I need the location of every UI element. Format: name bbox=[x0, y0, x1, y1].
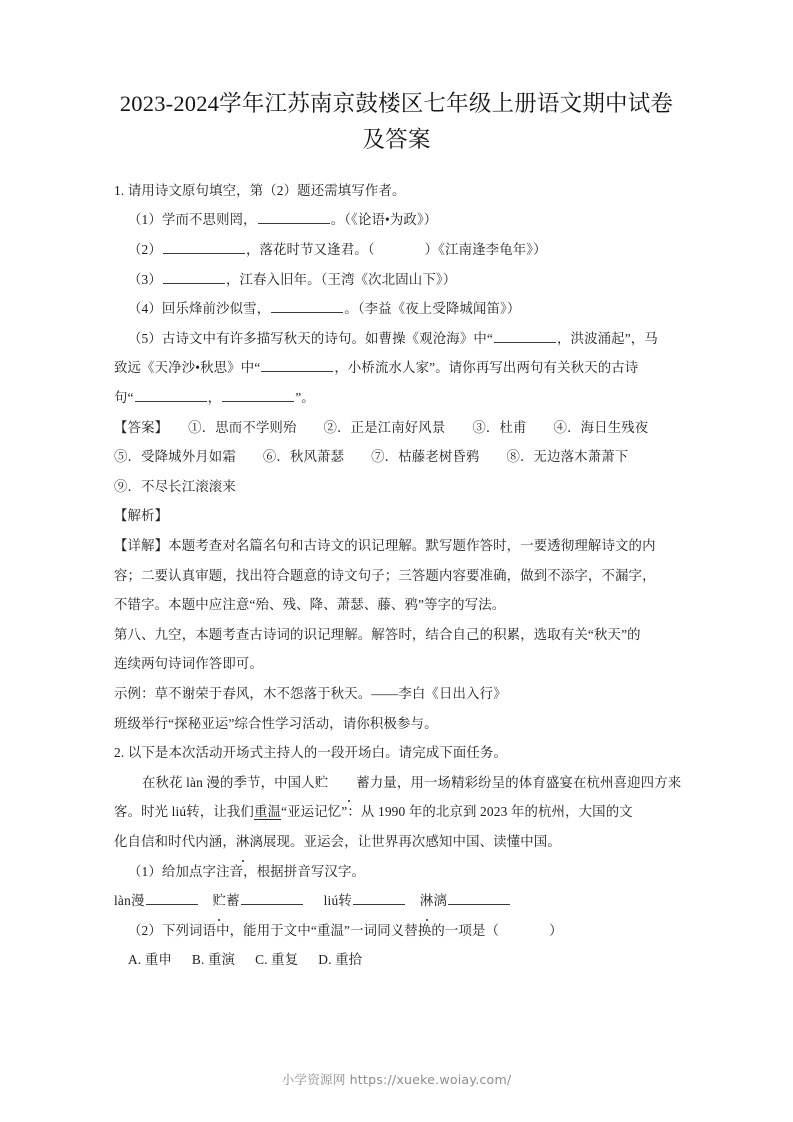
question-1-item-3 bbox=[114, 265, 689, 295]
fill-blank[interactable] bbox=[163, 241, 245, 254]
analysis-line-2: 容；二要认真审题，找出符合题意的诗文句子；三答题内容要准确，做到不添字，不漏字， bbox=[114, 567, 656, 583]
q1-item3-text-a: （3） bbox=[128, 271, 162, 287]
passage-text-d: “亚运记忆”：从 1990 年的北京到 2023 年的杭州，大国的文 bbox=[281, 804, 633, 820]
answer-blank[interactable] bbox=[353, 892, 405, 905]
q1-item2-text-b: ，落花时节又逢君。（ bbox=[245, 242, 375, 258]
q1-item5-text-f: ， bbox=[207, 390, 222, 406]
question-1-item-2 bbox=[114, 235, 689, 265]
answer-item: ⑨．不尽长江滚滚来 bbox=[114, 478, 236, 494]
pinyin-entry-1-a: làn bbox=[114, 893, 131, 909]
answer-item: ③．杜甫 bbox=[472, 419, 527, 435]
fill-blank[interactable] bbox=[271, 300, 343, 313]
q1-item4-text-b: 。（李益《夜上受降城闻笛》） bbox=[344, 301, 521, 317]
analysis-line-4: 第八、九空，本题考查古诗词的识记理解。解答时，结合自己的积累，选取有关“秋天”的 bbox=[114, 626, 641, 642]
answer-blank[interactable] bbox=[241, 892, 303, 905]
analysis-text: 本题考查对名篇名句和古诗文的识记理解。默写题作答时，一要透彻理解诗文的内 bbox=[168, 538, 656, 553]
answer-line-2 bbox=[114, 442, 689, 472]
emphasis-dot-char: 淋 bbox=[420, 886, 434, 916]
q1-item1-text-a: （1）学而不思则罔， bbox=[128, 212, 257, 228]
question-1-item-1 bbox=[114, 205, 689, 235]
question-1-item-5-line-3 bbox=[114, 383, 689, 413]
pinyin-entry-1-b: 漫 bbox=[130, 893, 145, 909]
answer-item: ⑥．秋风萧瑟 bbox=[262, 449, 345, 465]
passage-text-a: 在秋花 làn 漫的季节，中国人贮 bbox=[142, 774, 329, 790]
answer-item: ⑤．受降城外月如霜 bbox=[114, 449, 236, 465]
sub2-stem-text-b: ） bbox=[549, 922, 563, 938]
sub2-stem-text-a: （2）下列词语中，能用于文中“重温”一词同义替换的一项是（ bbox=[128, 922, 500, 938]
q1-item5-text-b: ，洪波涌起”，马 bbox=[557, 330, 658, 346]
passage-text-b: 力量，用一场精彩纷呈的体育盛宴在杭州喜迎四方来 bbox=[369, 774, 682, 790]
fill-blank[interactable] bbox=[222, 389, 294, 402]
answer-item: ⑦．枯藤老树昏鸦 bbox=[371, 449, 480, 465]
analysis-line-1 bbox=[114, 531, 689, 561]
answer-line-1 bbox=[114, 413, 689, 443]
answer-label: 【答案】 bbox=[114, 419, 169, 435]
answer-blank[interactable] bbox=[448, 892, 510, 905]
answer-item: ①．思而不学则殆 bbox=[188, 419, 297, 435]
question-2-passage-line-2 bbox=[114, 797, 689, 827]
analysis-line-5: 连续两句诗词作答即可。 bbox=[114, 656, 263, 672]
question-1-item-5-line-1 bbox=[114, 324, 689, 354]
underlined-term: 重温 bbox=[253, 804, 282, 820]
passage-text-f: 漓展现。亚运会，让世界再次感知中国、读懂中国。 bbox=[249, 833, 561, 849]
page-title: 2023-2024学年江苏南京鼓楼区七年级上册语文期中试卷及答案 bbox=[119, 91, 674, 153]
pinyin-entry-2-b: 蓄 bbox=[226, 893, 240, 909]
q1-item5-text-c: 致远《天净沙•秋思》中“ bbox=[114, 360, 261, 376]
analysis-detail-label: 【详解】 bbox=[114, 538, 169, 553]
question-2-sub1-stem: （1）给加点字注音，根据拼音写汉字。 bbox=[128, 863, 366, 879]
analysis-line-3: 不错字。本题中应注意“殆、残、降、萧瑟、藤、鸦”等字的写法。 bbox=[114, 597, 506, 613]
answer-item: ⑧．无边落木萧萧下 bbox=[506, 449, 629, 465]
answer-line-3 bbox=[114, 472, 689, 502]
passage-text-e: 化自信和时代内涵， bbox=[114, 833, 236, 849]
emphasis-dot-char: 蓄 bbox=[328, 768, 370, 798]
fill-blank[interactable] bbox=[258, 211, 330, 224]
question-2-sub1-answer-row bbox=[114, 886, 689, 916]
footer-site-name: 小学资源网 bbox=[281, 1072, 346, 1087]
option-d[interactable]: D. 重拾 bbox=[318, 952, 363, 968]
fill-blank[interactable] bbox=[261, 359, 333, 372]
footer-url[interactable]: https://xueke.woiay.com/ bbox=[349, 1072, 512, 1087]
question-2-stem: 2. 以下是本次活动开场式主持人的一段开场白。请完成下面任务。 bbox=[114, 745, 507, 761]
q1-item5-text-d: ，小桥流水人家”。请你再写出两句有关秋天的古诗 bbox=[334, 360, 639, 376]
question-2-sub2-options bbox=[114, 945, 689, 975]
q1-item5-text-g: ”。 bbox=[295, 390, 315, 406]
question-2-sub2-stem bbox=[114, 916, 689, 946]
footer-watermark bbox=[0, 1069, 793, 1088]
q1-item4-text-a: （4）回乐烽前沙似雪， bbox=[128, 301, 271, 317]
activity-intro-line: 班级举行“探秘亚运”综合性学习活动，请你积极参与。 bbox=[114, 715, 438, 731]
q1-item2-text-c: ）《江南逢李龟年》） bbox=[424, 242, 547, 258]
emphasis-dot-char: 淋 bbox=[236, 827, 250, 857]
question-2-passage-line-3 bbox=[114, 827, 689, 857]
q1-item5-text-a: （5）古诗文中有许多描写秋天的诗句。如曹操《观沧海》中“ bbox=[128, 330, 493, 346]
question-1-stem: 1. 请用诗文原句填空，第（2）题还需填写作者。 bbox=[114, 182, 406, 198]
analysis-label: 【解析】 bbox=[114, 508, 169, 524]
emphasis-dot-char: 贮 bbox=[213, 886, 227, 916]
pinyin-entry-4-b: 漓 bbox=[433, 893, 447, 909]
pinyin-entry-3-b: 转 bbox=[338, 893, 352, 909]
question-1-item-4 bbox=[114, 294, 689, 324]
fill-blank[interactable] bbox=[135, 389, 207, 402]
option-c[interactable]: C. 重复 bbox=[255, 952, 299, 968]
pinyin-entry-3-a: liú bbox=[323, 893, 339, 909]
option-a[interactable]: A. 重申 bbox=[128, 952, 172, 968]
question-1-item-5-line-2 bbox=[114, 353, 689, 383]
answer-item: ②．正是江南好风景 bbox=[323, 419, 446, 435]
answer-item: ④．海日生残夜 bbox=[553, 419, 649, 435]
q1-item2-text-a: （2） bbox=[128, 242, 162, 258]
fill-blank[interactable] bbox=[494, 330, 556, 343]
question-2-passage-line-1 bbox=[114, 768, 689, 798]
q1-item5-text-e: 句“ bbox=[114, 390, 134, 406]
passage-text-c: 客。时光 liú转，让我们 bbox=[114, 804, 254, 820]
fill-blank[interactable] bbox=[163, 270, 225, 283]
q1-item1-text-b: 。（《论语•为政》） bbox=[330, 212, 438, 228]
q1-item3-text-b: ，江春入旧年。（王湾《次北固山下》） bbox=[225, 271, 457, 287]
option-b[interactable]: B. 重演 bbox=[191, 952, 236, 968]
analysis-example-line: 示例：草不谢荣于春风，木不怨落于秋天。——李白《日出入行》 bbox=[114, 685, 507, 701]
answer-blank[interactable] bbox=[146, 892, 198, 905]
document-body bbox=[0, 159, 793, 975]
